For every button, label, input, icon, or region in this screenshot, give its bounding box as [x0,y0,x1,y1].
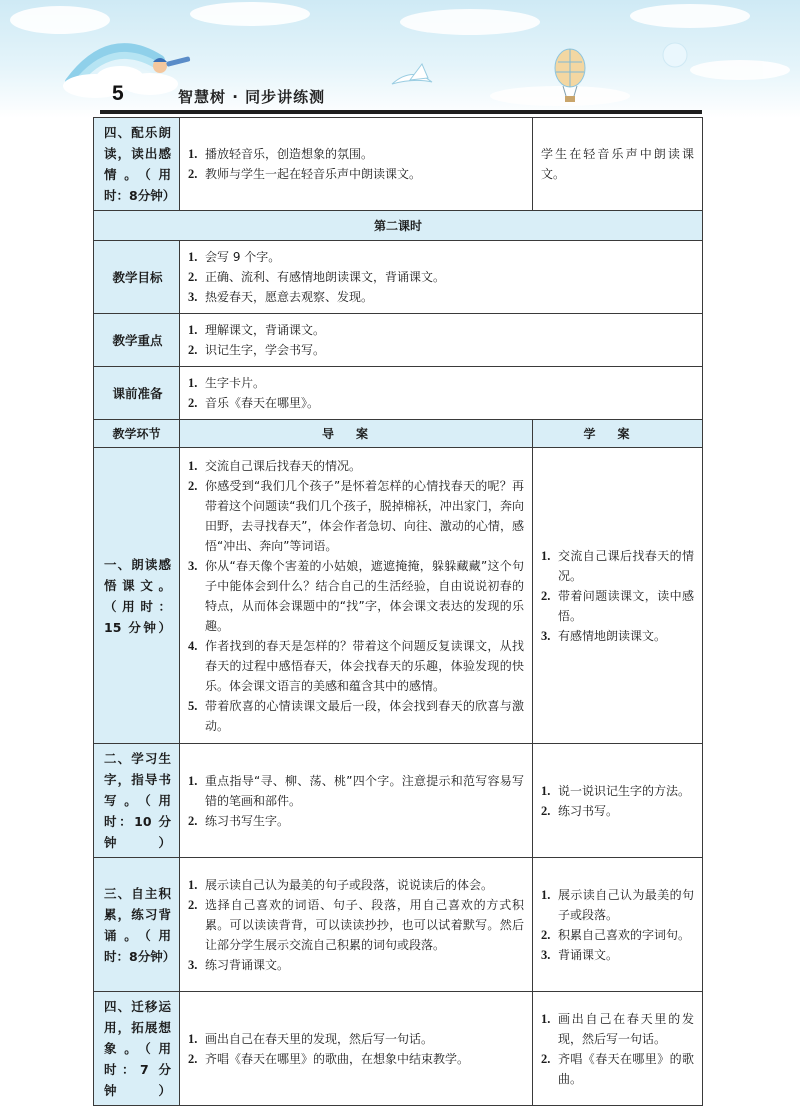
table-row [94,241,703,314]
list-item: 2. 教师与学生一起在轻音乐声中朗读课文。 [188,167,422,181]
child-with-telescope-icon [153,56,190,73]
study-cell [533,118,703,211]
list-item: 2. 正确、流利、有感情地朗读课文，背诵课文。 [188,270,446,284]
list-item: 2. 你感受到“我们几个孩子”是怀着怎样的心情找春天的呢？再带着这个问题读“我们几个孩子，脱掉棉袄，冲出家门，奔向田野，去寻找春天”，体会作者急切、向往、激动的心情，感悟“冲出、奔向”等词语。 [188,478,524,553]
page-header [0,0,800,118]
study-cell [533,448,703,744]
list-item: 1. 播放轻音乐，创造想象的氛围。 [188,147,374,161]
list-item: 1. 展示读自己认为最美的句子或段落，说说读后的体会。 [188,877,494,892]
table-row [94,367,703,420]
list-item: 3. 你从“春天像个害羞的小姑娘，遮遮掩掩，躲躲藏藏”这个句子中能体会到什么？结合自己的生活经验，自由说说初春的特点，从而体会课题中的“找”字，体会课文表达的发现的乐趣。 [188,558,524,633]
study-cell [533,858,703,992]
title-underline [100,110,702,114]
list-item: 3. 练习背诵课文。 [188,957,290,972]
list-item: 2. 练习书写生字。 [188,813,290,828]
table-header-row [94,420,703,448]
stage-label: 四、配乐朗读，读出感情。（用时：8分钟） [94,118,180,211]
list-item: 1. 画出自己在春天里的发现，然后写一句话。 [541,1011,694,1046]
list-item: 1. 交流自己课后找春天的情况。 [541,548,694,583]
table-row [94,858,703,992]
objectives-cell [180,241,703,314]
book-title: 智慧树 · 同步讲练测 [178,88,326,106]
list-item: 2. 积累自己喜欢的字词句。 [541,927,691,942]
preparation-cell [180,367,703,420]
list-item: 1. 重点指导“寻、柳、荡、桃”四个字。注意提示和范写容易写错的笔画和部件。 [188,773,524,808]
guide-cell [180,858,533,992]
second-lesson-title: 第二课时 [94,211,703,241]
table-row [94,744,703,858]
column-header-study: 学案 [533,420,703,448]
objectives-label: 教学目标 [94,241,180,314]
column-header-guide: 导案 [180,420,533,448]
study-text: 学生在轻音乐声中朗读课文。 [541,147,694,181]
guide-cell [180,744,533,858]
study-cell [533,744,703,858]
table-row [94,211,703,241]
guide-cell [180,448,533,744]
stage-label: 四、迁移运用，拓展想象。（用时：7 分钟） [94,992,180,1106]
list-item: 2. 选择自己喜欢的词语、句子、段落，用自己喜欢的方式积累。可以读读背背，可以读读抄抄，也可以试着默写。然后让部分学生展示交流自己积累的词句或段落。 [188,897,524,952]
stage-label: 三、自主积累，练习背诵。（用时：8分钟） [94,858,180,992]
guide-cell [180,118,533,211]
key-points-cell [180,314,703,367]
table-row [94,448,703,744]
list-item: 2. 齐唱《春天在哪里》的歌曲。 [541,1051,694,1086]
list-item: 1. 生字卡片。 [188,376,266,390]
table-row [94,118,703,211]
list-item: 2. 练习书写。 [541,803,619,818]
list-item: 4. 作者找到的春天是怎样的？带着这个问题反复读课文，从找春天的过程中感悟春天，体会找春天的乐趣，体验发现的快乐。体会课文语言的美感和蕴含其中的感情。 [188,638,524,693]
list-item: 1. 画出自己在春天里的发现，然后写一句话。 [188,1031,434,1046]
stage-label: 一、朗读感悟课文。（用时：15 分钟） [94,448,180,744]
list-item: 3. 热爱春天，愿意去观察、发现。 [188,290,374,304]
list-item: 3. 有感情地朗读课文。 [541,628,667,643]
list-item: 2. 识记生字，学会书写。 [188,343,326,357]
guide-cell [180,992,533,1106]
key-points-label: 教学重点 [94,314,180,367]
table-row [94,992,703,1106]
sun-icon [663,43,687,67]
study-cell [533,992,703,1106]
list-item: 1. 展示读自己认为最美的句子或段落。 [541,887,694,922]
stage-label: 二、学习生字，指导书写。（用时：10 分钟） [94,744,180,858]
column-header-stage: 教学环节 [94,420,180,448]
preparation-label: 课前准备 [94,367,180,420]
list-item: 1. 说一说识记生字的方法。 [541,783,691,798]
list-item: 3. 背诵课文。 [541,947,619,962]
list-item: 2. 齐唱《春天在哪里》的歌曲，在想象中结束教学。 [188,1051,470,1066]
list-item: 5. 带着欣喜的心情读课文最后一段，体会找到春天的欣喜与激动。 [188,698,524,733]
list-item: 2. 带着问题读课文，读中感悟。 [541,588,694,623]
lesson-plan-table [93,117,703,1106]
list-item: 1. 理解课文，背诵课文。 [188,323,326,337]
bird-icon [392,64,432,84]
table-row [94,314,703,367]
page-number: 5 [112,82,124,105]
list-item: 1. 会写 9 个字。 [188,250,281,264]
list-item: 1. 交流自己课后找春天的情况。 [188,458,362,473]
list-item: 2. 音乐《春天在哪里》。 [188,396,320,410]
